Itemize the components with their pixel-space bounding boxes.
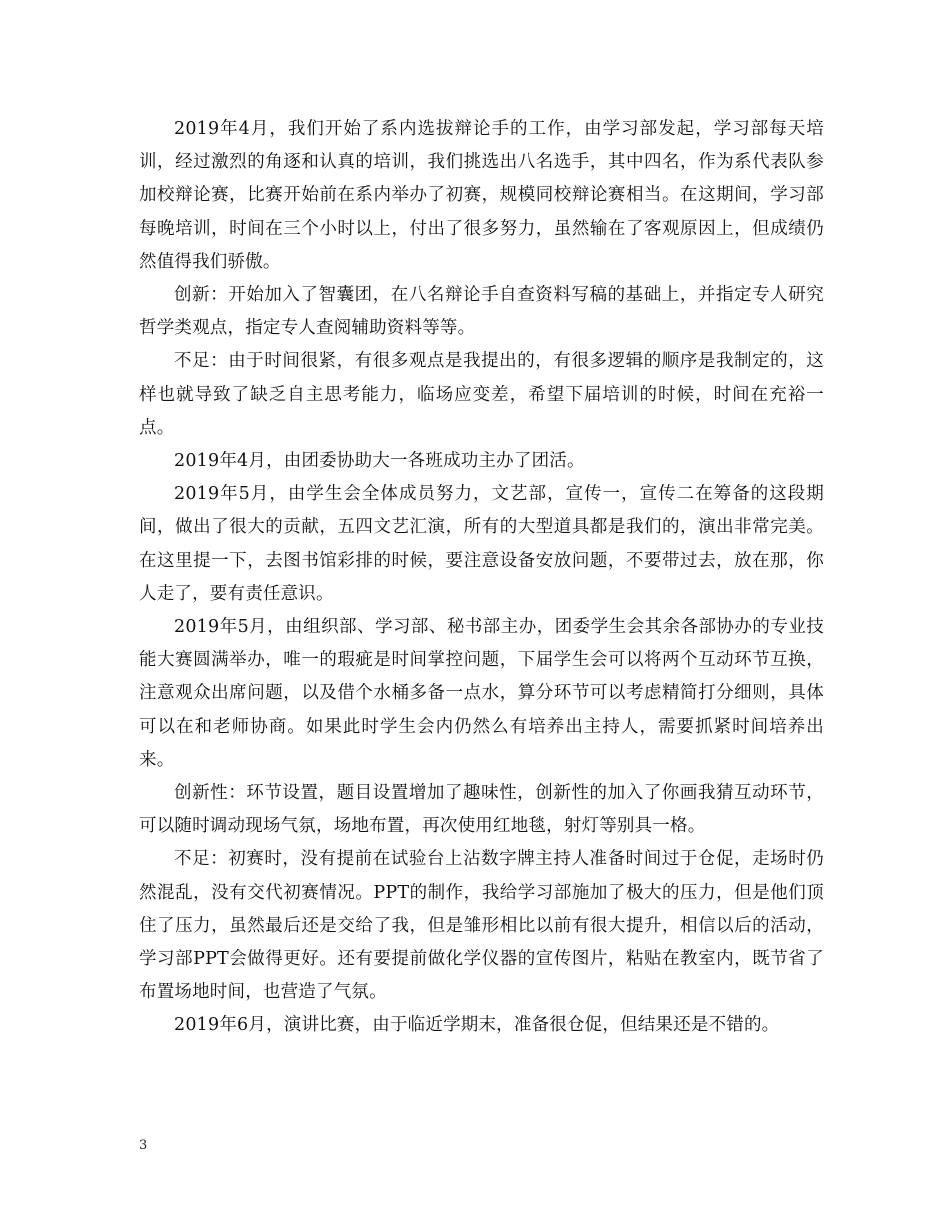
paragraph-may-art-performance: 2019年5月，由学生会全体成员努力，文艺部，宣传一，宣传二在筹备的这段期间，做出了很大的贡献，五四文艺汇演，所有的大型道具都是我们的，演出非常完美。在这里提一下，去图书馆彩排的时候，要注意设备安放问题，不要带过去，放在那，你人走了，要有责任意识。 (139, 484, 824, 604)
paragraph-contest-shortcomings: 不足：初赛时，没有提前在试验台上沾数字牌主持人准备时间过于仓促，走场时仍然混乱，没有交代初赛情况。PPT的制作，我给学习部施加了极大的压力，但是他们顶住了压力，虽然最后还是交给了我，但是雏形相比以前有很大提升，相信以后的活动，学习部PPT会做得更好。还有要提前做化学仪器的宣传图片，粘贴在教室内，既节省了布置场地时间，也营造了气氛。 (139, 849, 824, 1003)
paragraph-june-speech-contest: 2019年6月，演讲比赛，由于临近学期末，准备很仓促，但结果还是不错的。 (174, 1015, 780, 1036)
paragraph-debate-shortcomings: 不足：由于时间很紧，有很多观点是我提出的，有很多逻辑的顺序是我制定的，这样也就导致了缺乏自主思考能力，临场应变差，希望下届培训的时候，时间在充裕一点。 (139, 351, 824, 438)
paragraph-april-league-activity: 2019年4月，由团委协助大一各班成功主办了团活。 (174, 451, 585, 472)
paragraph-debate-innovation: 创新：开始加入了智囊团，在八名辩论手自查资料写稿的基础上，并指定专人研究哲学类观点，指定专人查阅辅助资料等等。 (139, 285, 824, 339)
document-body (139, 113, 824, 1043)
paragraph-contest-innovation: 创新性：环节设置，题目设置增加了趣味性，创新性的加入了你画我猜互动环节，可以随时调动现场气氛，场地布置，再次使用红地毯，射灯等别具一格。 (139, 783, 824, 837)
paragraph-debate-selection: 2019年4月，我们开始了系内选拔辩论手的工作，由学习部发起，学习部每天培训，经过激烈的角逐和认真的培训，我们挑选出八名选手，其中四名，作为系代表队参加校辩论赛，比赛开始前在系内举办了初赛，规模同校辩论赛相当。在这期间，学习部每晚培训，时间在三个小时以上，付出了很多努力，虽然输在了客观原因上，但成绩仍然值得我们骄傲。 (139, 119, 824, 272)
paragraph-may-skills-contest: 2019年5月，由组织部、学习部、秘书部主办，团委学生会其余各部协办的专业技能大赛圆满举办，唯一的瑕疵是时间掌控问题，下届学生会可以将两个互动环节互换，注意观众出席问题，以及借个水桶多备一点水，算分环节可以考虑精简打分细则，具体可以在和老师协商。如果此时学生会内仍然么有培养出主持人，需要抓紧时间培养出来。 (139, 617, 824, 770)
page-number: 3 (139, 1138, 148, 1153)
